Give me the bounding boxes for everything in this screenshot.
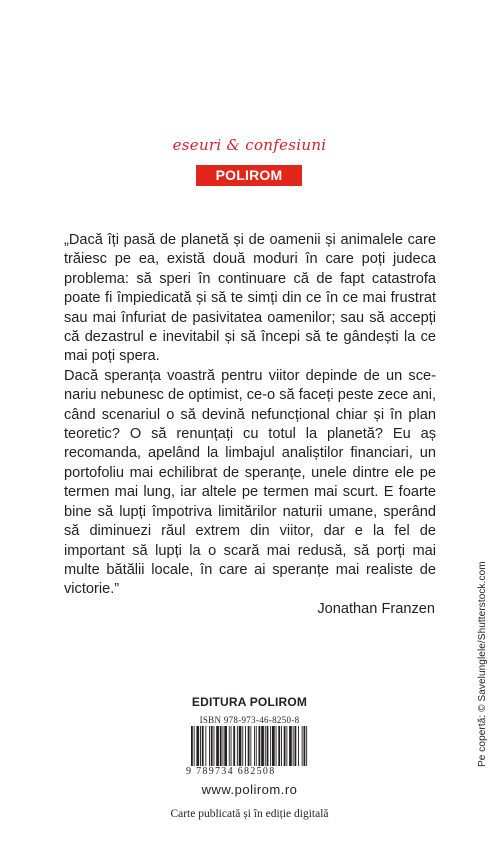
barcode-bar <box>256 726 257 766</box>
barcode-bar <box>216 726 219 766</box>
barcode-bar <box>211 726 213 766</box>
barcode-bar <box>276 726 277 766</box>
barcode-bar <box>270 726 271 766</box>
cover-photo-credit: Pe copertă: © Savelunglele/Shutterstock.com <box>477 561 488 767</box>
barcode-bar <box>289 726 292 766</box>
digital-edition-note: Carte publicată și în ediție digitală <box>170 808 329 820</box>
barcode-bar <box>242 726 243 766</box>
barcode-bar <box>223 726 224 766</box>
barcode-bar <box>267 726 269 766</box>
barcode-bar <box>295 726 297 766</box>
barcode-bar <box>261 726 264 766</box>
barcode-bar <box>214 726 215 766</box>
barcode-bar <box>239 726 242 766</box>
barcode <box>190 726 309 766</box>
barcode-bar <box>237 726 238 766</box>
barcode-bar <box>302 726 303 766</box>
barcode-bar <box>196 726 199 766</box>
barcode-bar <box>245 726 246 766</box>
polirom-logo: POLIROM <box>196 165 302 186</box>
barcode-bar <box>272 726 275 766</box>
barcode-bar <box>202 726 204 766</box>
quote-paragraph-1: „Dacă îți pasă de planetă și de oamenii și animalele care trăiesc pe ea, există două moduri în care poți judeca problema: să speri în continuare că de fapt catastrofa poate fi împiedicată și să te simți din ce în ce mai frustrat sau mai înfuriat de pasivitatea oamenilor; sau să accepți că dezastrul e inevitabil și să începi să te gândești la ce mai poți spera. <box>64 232 436 365</box>
publisher-website: www.polirom.ro <box>201 782 298 797</box>
barcode-bar <box>298 726 299 766</box>
barcode-bar <box>194 726 195 766</box>
barcode-bar <box>205 726 206 766</box>
barcode-bar <box>250 726 251 766</box>
barcode-bar <box>209 726 210 766</box>
barcode-bar <box>306 726 307 766</box>
barcode-bar <box>284 726 286 766</box>
barcode-bar <box>259 726 261 766</box>
barcode-bar <box>248 726 250 766</box>
barcode-bar <box>281 726 282 766</box>
barcode-bar <box>254 726 255 766</box>
barcode-bar <box>220 726 222 766</box>
publisher-name: EDITURA POLIROM <box>191 695 308 709</box>
quote-paragraph-2: Dacă speranța voastră pentru viitor depinde de un scenariu nebunesc de optimist, ce-o să faceți peste zece ani, când scenariul o să devină nefuncțional chiar și în plan teoretic? O să renunțați cu totul la planetă? Eu aș recomanda, apelând la limbajul analiștilor financiari, un portofoliu mai echilibrat de speranțe, unele dintre ele pe termen mai lung, iar altele pe termen mai scurt. E foarte bine să lupți împotriva limitărilor naturii umane, sperând să diminuezi răul extrem din viitor, dar e la fel de important să lupți la o scară mai redusă, să porți mai multe bătălii locale, în care ai speranțe mai realiste de victorie.” <box>64 367 436 598</box>
barcode-bar <box>304 726 306 766</box>
barcode-bar <box>265 726 266 766</box>
barcode-bar <box>286 726 287 766</box>
barcode-bar <box>224 726 227 766</box>
series-title: eseuri & confesiuni <box>172 136 327 154</box>
barcode-bar <box>278 726 280 766</box>
back-cover-quote <box>64 231 436 600</box>
quote-author: Jonathan Franzen <box>317 601 435 617</box>
barcode-bar <box>231 726 232 766</box>
barcode-bar <box>200 726 201 766</box>
barcode-digits: 9 789734 682508 <box>186 766 276 777</box>
isbn-label: ISBN 978-973-46-8250-8 <box>199 715 300 725</box>
barcode-bar <box>191 726 193 766</box>
barcode-bar <box>233 726 235 766</box>
barcode-bar <box>293 726 294 766</box>
barcode-bar <box>229 726 230 766</box>
